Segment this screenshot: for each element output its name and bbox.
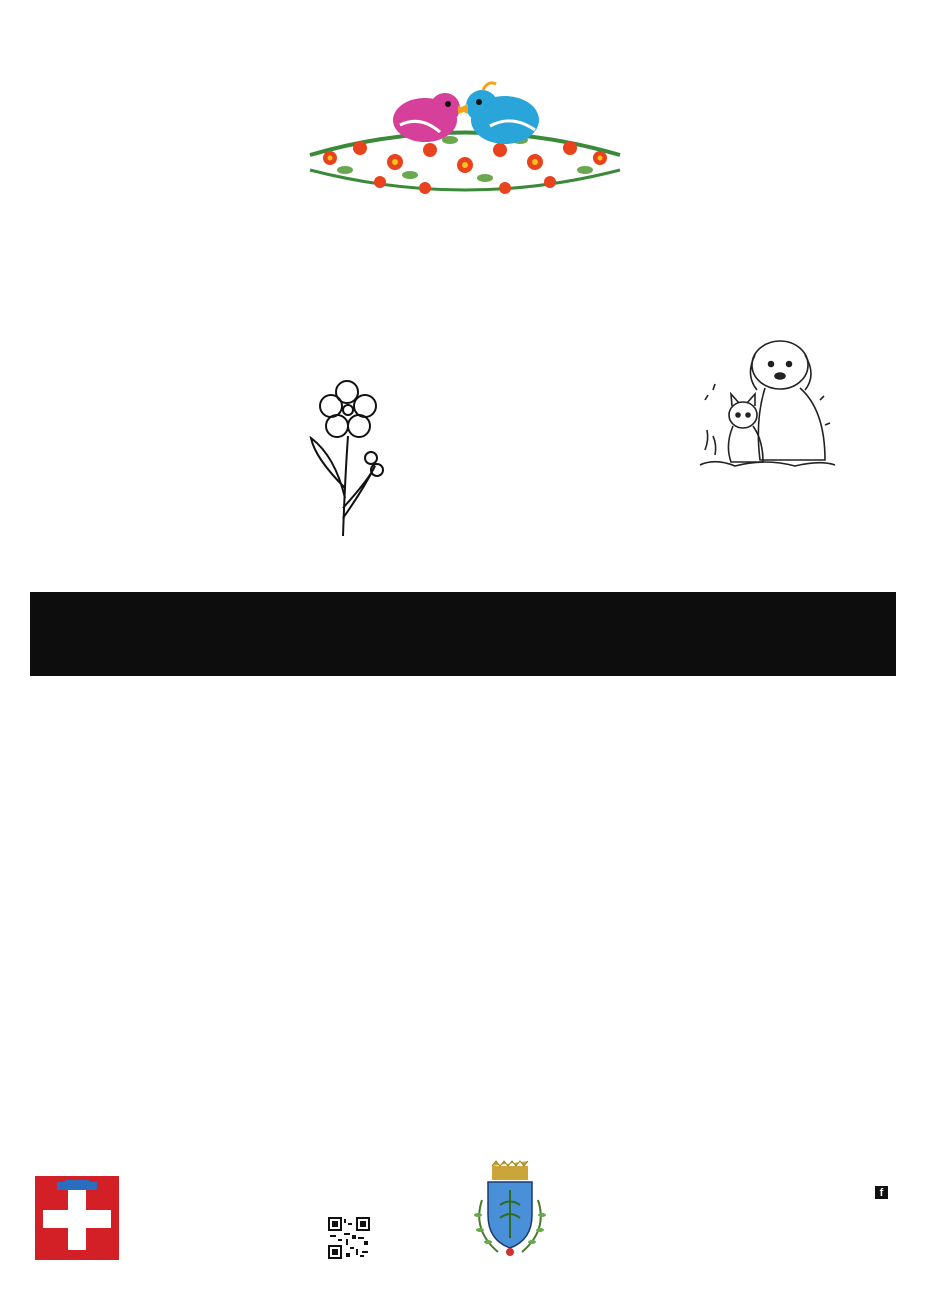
flower-drawing-icon	[305, 378, 385, 538]
facebook-link[interactable]	[875, 1182, 892, 1202]
contacts-block	[875, 1182, 892, 1202]
flower-border-left	[28, 720, 58, 1080]
event-date-banner	[30, 592, 896, 676]
flower-border-bottom	[28, 1078, 898, 1104]
piemonte-cross-logo	[35, 1176, 119, 1260]
flower-border-right	[866, 720, 896, 1080]
facebook-icon: f	[875, 1186, 888, 1199]
birds-logo	[300, 70, 630, 220]
flower-border-top-left	[28, 690, 898, 716]
comune-crest-icon	[468, 1160, 552, 1260]
qr-code-icon[interactable]	[328, 1217, 370, 1259]
puppy-kitten-drawing-icon	[695, 330, 840, 475]
